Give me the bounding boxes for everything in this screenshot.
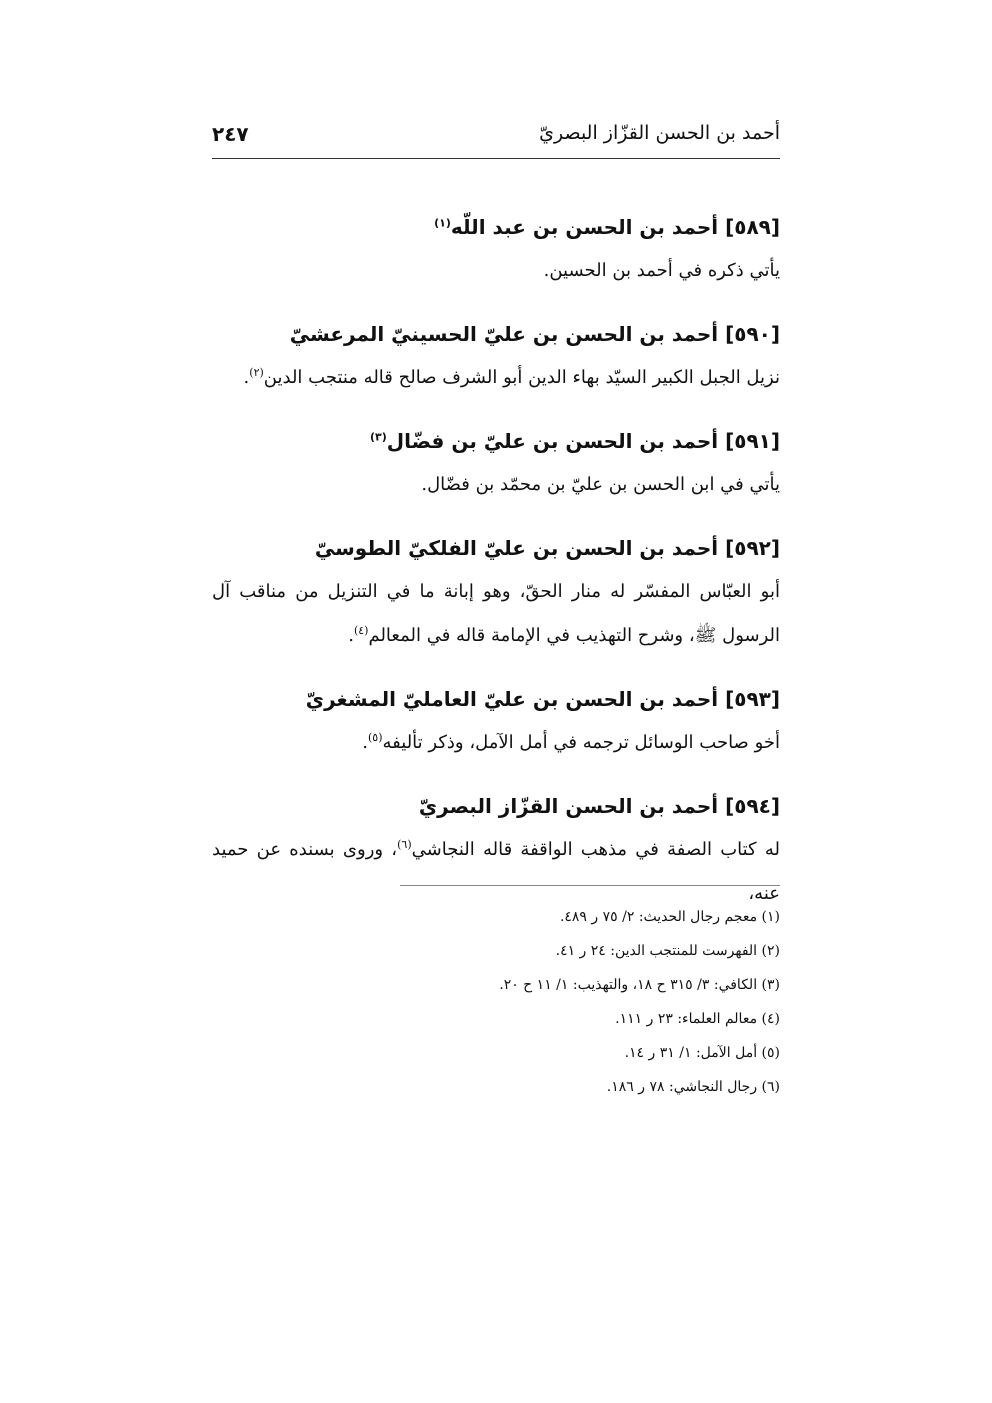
footnote-marker: (٦) <box>397 838 412 851</box>
footnote-marker: (٣) <box>369 430 387 444</box>
footnote: (١) معجم رجال الحديث: ٢/ ٧٥ ر ٤٨٩. <box>559 909 780 925</box>
footnote: (٢) الفهرست للمنتجب الدين: ٢٤ ر ٤١. <box>555 943 780 959</box>
entry-text: نزيل الجبل الكبير السيّد بهاء الدين أبو الشرف صالح قاله منتجب الدين$^{(٢)}$. <box>243 366 780 388</box>
footnote-marker: (٥) <box>367 731 383 744</box>
entry-text: له كتاب الصفة في مذهب الواقفة قاله النجاشي$^{(٦)}$، وروى بسنده عن حميد عنه، <box>212 838 780 904</box>
running-title: أحمد بن الحسن القزّاز البصريّ <box>539 122 780 144</box>
entry-text: يأتي في ابن الحسن بن عليّ بن محمّد بن فضّال. <box>421 474 780 495</box>
entry-text: أخو صاحب الوسائل ترجمه في أمل الآمل، وذكر تأليفه$^{(٥)}$. <box>362 731 780 753</box>
entry-heading: [٥٩٣] أحمد بن الحسن بن عليّ العامليّ المشغريّ <box>305 687 780 711</box>
footnote-marker: (٤) <box>353 624 369 637</box>
entry-heading: [٥٩٠] أحمد بن الحسن بن عليّ الحسينيّ المرعشيّ <box>289 322 780 346</box>
entry-heading: [٥٩٢] أحمد بن الحسن بن عليّ الفلكيّ الطوسيّ <box>314 536 780 560</box>
entry-text: يأتي ذكره في أحمد بن الحسين. <box>543 260 780 281</box>
entry-text: أبو العبّاس المفسّر له منار الحقّ، وهو إبانة ما في التنزيل من مناقب آل الرسول ﷺ، وشرح التهذيب في الإمامة قاله في المعالم$^{(٤)}$. <box>212 581 780 646</box>
entry-589 <box>212 205 780 293</box>
entry-590 <box>212 312 780 400</box>
page-header <box>212 118 780 159</box>
entries-section <box>212 205 780 935</box>
entry-591 <box>212 419 780 507</box>
entry-heading: [٥٩٤] أحمد بن الحسن القزّاز البصريّ <box>418 794 780 818</box>
page-number: ٢٤٧ <box>212 122 249 146</box>
footnotes-section <box>400 900 780 1104</box>
footnote-marker: (٢) <box>249 366 264 379</box>
footnote: (٦) رجال النجاشي: ٧٨ ر ١٨٦. <box>606 1079 780 1095</box>
footnote: (٤) معالم العلماء: ٢٣ ر ١١١. <box>615 1011 780 1027</box>
footnote-marker: (١) <box>434 216 451 230</box>
footnote: (٥) أمل الآمل: ١/ ٣١ ر ١٤. <box>624 1045 780 1061</box>
footnote: (٣) الكافي: ٣/ ٣١٥ ح ١٨، والتهذيب: ١/ ١١ ح ٢٠. <box>499 977 780 993</box>
entry-594 <box>212 784 780 916</box>
entry-heading: [٥٨٩] أحمد بن الحسن بن عبد اللّه$^{(١)}$ <box>434 215 780 239</box>
entry-heading: [٥٩١] أحمد بن الحسن بن عليّ بن فضّال$^{(٣)}$ <box>369 429 780 453</box>
entry-592 <box>212 526 780 658</box>
footnote-divider <box>400 885 780 886</box>
entry-593 <box>212 677 780 765</box>
